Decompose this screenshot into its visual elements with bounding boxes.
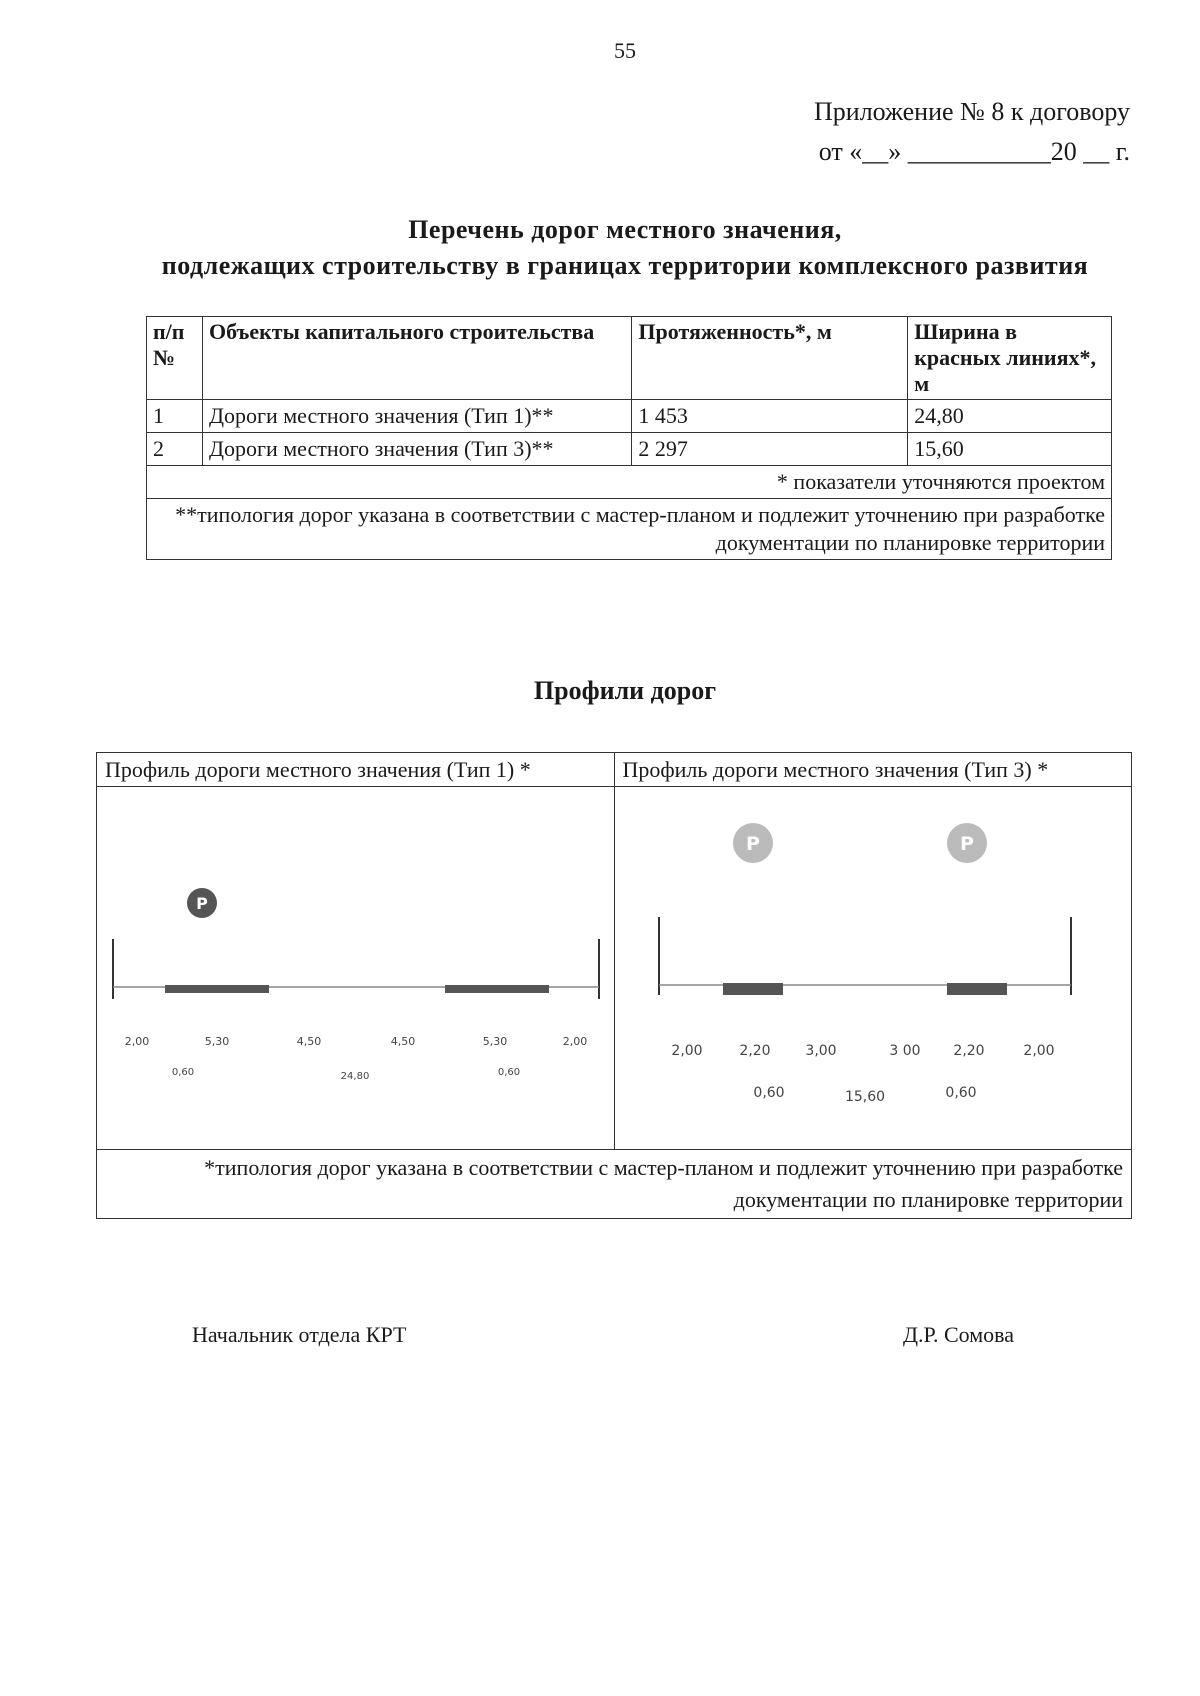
profiles-header-row [97, 753, 1132, 787]
appendix-reference [814, 92, 1130, 172]
appendix-line-2: от «__» ___________20 __ г. [818, 137, 1130, 166]
table-note-row [147, 499, 1112, 560]
table-note-row [147, 466, 1112, 499]
parking-strip [947, 983, 1007, 995]
row-width: 15,60 [908, 433, 1112, 466]
width-label: 4,50 [296, 1035, 322, 1048]
width-label: 0,60 [497, 1067, 521, 1078]
title-line-2: подлежащих строительству в границах территории комплексного развития [161, 251, 1089, 280]
table-row [147, 400, 1112, 433]
parking-strip [723, 983, 783, 995]
width-label: 4,50 [390, 1035, 416, 1048]
parking-icon-label: P [745, 833, 760, 855]
row-width: 24,80 [908, 400, 1112, 433]
page-number: 55 [614, 38, 636, 63]
parking-strip [165, 985, 269, 993]
width-label: 0,60 [752, 1085, 785, 1101]
width-label: 5,30 [204, 1035, 230, 1048]
row-length: 2 297 [632, 433, 908, 466]
appendix-line-1: Приложение № 8 к договору [814, 97, 1130, 126]
parking-strip [445, 985, 549, 993]
row-num: 1 [147, 400, 203, 433]
profile-type1-header: Профиль дороги местного значения (Тип 1) * [97, 753, 615, 787]
profile-type3-cell [614, 787, 1132, 1150]
total-width-label: 15,60 [844, 1089, 885, 1105]
roads-table-header [147, 317, 1112, 400]
row-num: 2 [147, 433, 203, 466]
width-label: 2,20 [952, 1043, 985, 1059]
profiles-title: Профили дорог [533, 676, 717, 705]
header-object: Объекты капитального строительства [202, 317, 631, 400]
width-label: 0,60 [171, 1067, 195, 1078]
header-num: п/п № [147, 317, 203, 400]
profile-type3-drawing [615, 787, 1131, 1143]
profiles-footnote: *типология дорог указана в соответствии с мастер-планом и подлежит уточнению при разработке документации по планировке территории [97, 1150, 1132, 1219]
total-width-label: 24,80 [340, 1071, 370, 1082]
profiles-drawing-row [97, 787, 1132, 1150]
width-label: 3,00 [804, 1043, 837, 1059]
width-label: 5,30 [482, 1035, 508, 1048]
parking-icon-label: P [196, 894, 208, 913]
profile-type3-header: Профиль дороги местного значения (Тип 3) * [614, 753, 1132, 787]
signer-position: Начальник отдела КРТ [192, 1322, 407, 1347]
signer-name: Д.Р. Сомова [902, 1322, 1014, 1347]
parking-icon-label: P [959, 833, 974, 855]
profile-type1-cell [97, 787, 615, 1150]
width-label: 2,20 [738, 1043, 771, 1059]
header-width: Ширина в красных линиях*, м [908, 317, 1112, 400]
document-title [0, 212, 1200, 284]
row-object: Дороги местного значения (Тип 1)** [202, 400, 631, 433]
table-row [147, 433, 1112, 466]
width-label: 0,60 [944, 1085, 977, 1101]
row-object: Дороги местного значения (Тип 3)** [202, 433, 631, 466]
width-label: 2,00 [670, 1043, 703, 1059]
width-label: 2,00 [1022, 1043, 1055, 1059]
table-note-2: **типология дорог указана в соответствии с мастер-планом и подлежит уточнению при разработке документации по планировке территории [147, 499, 1112, 560]
row-length: 1 453 [632, 400, 908, 433]
header-length: Протяженность*, м [632, 317, 908, 400]
width-label: 2,00 [124, 1035, 150, 1048]
table-note-1: * показатели уточняются проектом [147, 466, 1112, 499]
profiles-table [96, 752, 1132, 1219]
profile-type1-drawing [97, 787, 613, 1143]
width-label: 2,00 [562, 1035, 588, 1048]
width-label: 3 00 [888, 1043, 921, 1059]
title-line-1: Перечень дорог местного значения, [408, 215, 842, 244]
profiles-footnote-row [97, 1150, 1132, 1219]
roads-table [146, 316, 1112, 560]
